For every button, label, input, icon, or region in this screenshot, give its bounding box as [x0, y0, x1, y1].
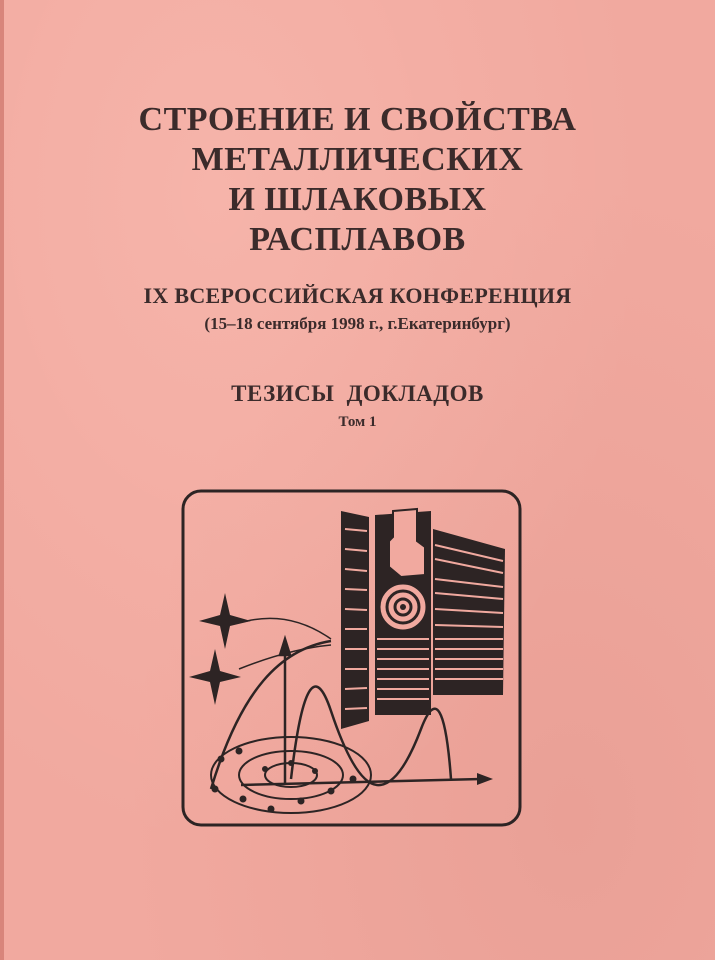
conference-name: IX ВСЕРОССИЙСКАЯ КОНФЕРЕНЦИЯ — [143, 283, 572, 308]
volume-label: Том 1 — [338, 414, 377, 430]
title-line-3: И ШЛАКОВЫХ — [228, 181, 487, 218]
conference-dates: (15–18 сентября 1998 г., г.Екатеринбург) — [204, 314, 511, 333]
title-line-2: МЕТАЛЛИЧЕСКИХ — [191, 141, 524, 178]
striped-slab-icon — [341, 509, 505, 729]
star-icon — [189, 593, 251, 705]
cover-title — [0, 100, 715, 260]
conference-emblem-icon — [181, 489, 522, 827]
section-title: ТЕЗИСЫ ДОКЛАДОВ — [231, 381, 484, 406]
title-line-4: РАСПЛАВОВ — [249, 221, 466, 258]
title-line-1: СТРОЕНИЕ И СВОЙСТВА — [138, 101, 577, 138]
